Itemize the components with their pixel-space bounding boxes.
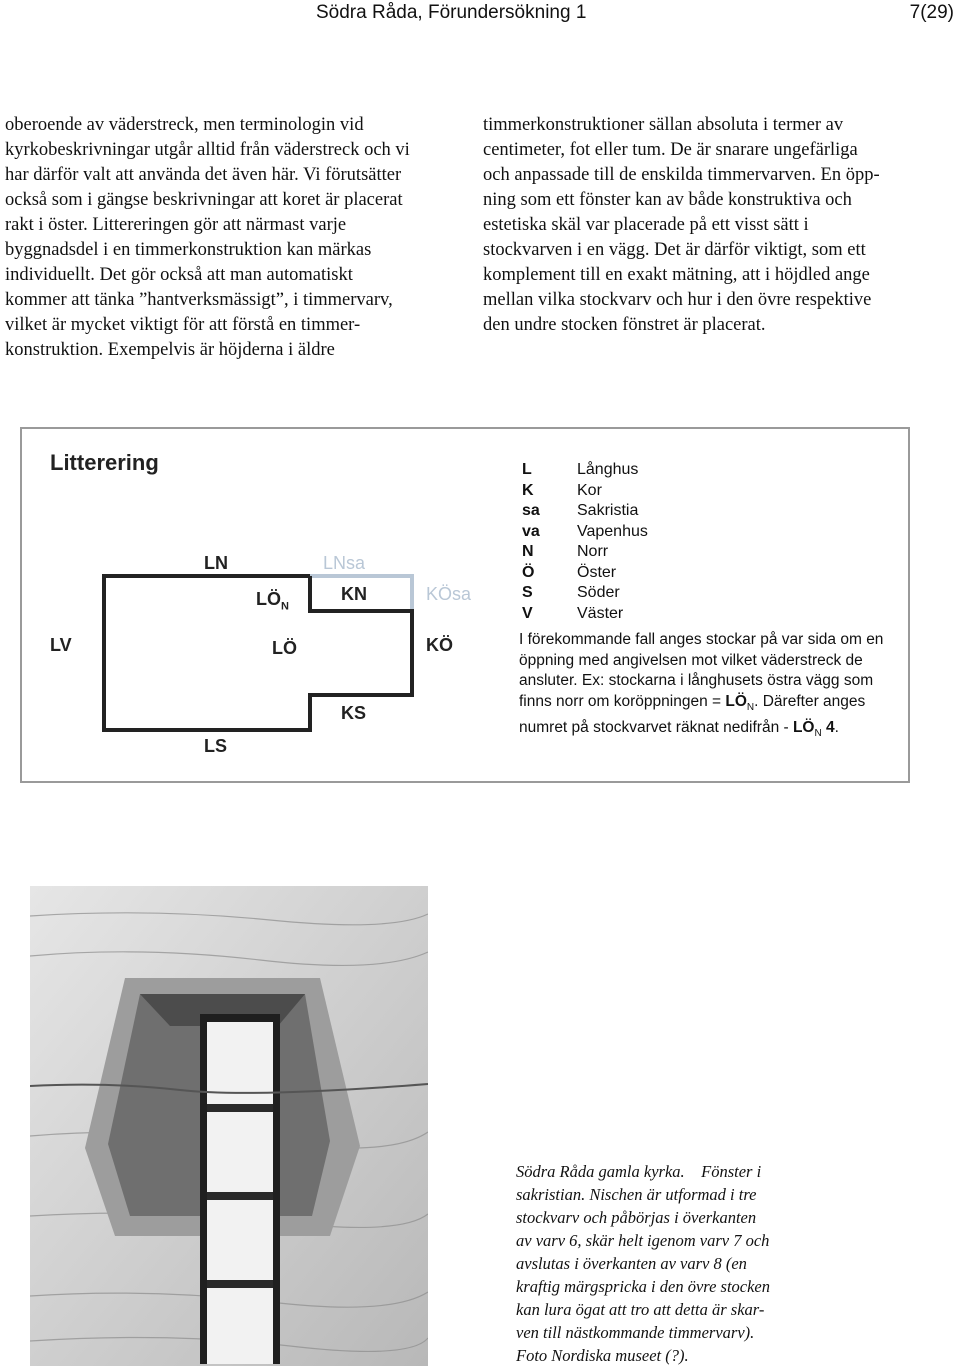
note-code-sub: N [746, 701, 755, 713]
text-line: ning som ett fönster kan av både konstruktiva och [483, 190, 852, 210]
caption-line: ven till nästkommande timmervarv). [516, 1323, 755, 1342]
figure-title: Litterering [50, 450, 159, 475]
caption-line: sakristian. Nischen är utformad i tre [516, 1185, 757, 1204]
note-text: . Därefter anges numret på stockvarvet räknat nedifrån - [519, 692, 866, 737]
legend-explanation [519, 630, 894, 745]
text-line: kommer att tänka ”hantverksmässigt”, i timmervarv, [5, 290, 393, 310]
caption-line: avslutas i överkanten av varv 8 (en [516, 1254, 747, 1273]
plan-label-lv: LV [50, 635, 72, 655]
caption-line: kan lura ögat att tro att detta är skar- [516, 1300, 765, 1319]
page-number: 7(29) [909, 2, 954, 23]
text-line: konstruktion. Exempelvis är höjderna i äldre [5, 340, 335, 360]
plan-label-lnsa: LNsa [323, 553, 366, 573]
document-title: Södra Råda, Förundersökning 1 [316, 2, 587, 23]
legend-code: Ö [522, 563, 535, 581]
plan-label-ln: LN [204, 553, 228, 573]
caption-line: Södra Råda gamla kyrka. Fönster i [516, 1162, 762, 1181]
text-line: individuellt. Det gör också att man automatiskt [5, 265, 353, 285]
legend-meaning: Sakristia [577, 502, 639, 519]
text-line: kyrkobeskrivningar utgår alltid från väderstreck och vi [5, 140, 410, 160]
note-code-number: 4 [821, 719, 835, 737]
text-line: komplement till en exakt mätning, att i höjdled ange [483, 265, 870, 285]
legend-meaning: Söder [577, 584, 620, 601]
legend-code: sa [522, 502, 540, 519]
text-line: rakt i öster. Littereringen gör att närmast varje [5, 215, 347, 235]
legend-code: S [522, 584, 533, 601]
text-line: mellan vilka stockvarv och hur i den övre respektive [483, 290, 872, 310]
legend-code: N [522, 543, 534, 560]
plan-label-ks: KS [341, 703, 367, 723]
legend-code: va [522, 522, 540, 540]
legend-code: L [522, 461, 532, 478]
caption-line: av varv 6, skär helt igenom varv 7 och [516, 1231, 770, 1250]
legend-meaning: Norr [577, 543, 609, 560]
note-code: LÖ [792, 719, 815, 737]
caption-line: Foto Nordiska museet (?). [516, 1346, 689, 1365]
caption-line: stockvarv och påbörjas i överkanten [516, 1208, 757, 1227]
text-line: vilket är mycket viktigt för att förstå en timmer- [5, 315, 361, 335]
legend-code: K [522, 481, 534, 499]
legend-meaning: Väster [577, 604, 624, 622]
photo-caption [516, 1160, 821, 1367]
text-line: också som i gängse beskrivningar att koret är placerat [5, 190, 403, 210]
legend-meaning: Vapenhus [577, 522, 648, 540]
legend-meaning: Öster [577, 563, 617, 581]
text-line: timmerkonstruktioner sällan absoluta i termer av [483, 115, 844, 135]
text-line: oberoende av väderstreck, men terminologin vid [5, 115, 364, 135]
window-niche-illustration [30, 886, 428, 1366]
text-line: och anpassade till de enskilda timmervarven. En öpp- [483, 165, 880, 185]
plan-label-lon-main: LÖ [256, 589, 281, 609]
note-code: LÖ [725, 692, 747, 710]
text-line: stockvarven i en vägg. Det är därför viktigt, som ett [483, 240, 866, 260]
plan-label-ls: LS [204, 736, 228, 756]
text-line: den undre stocken fönstret är placerat. [483, 315, 766, 335]
text-line: centimeter, fot eller tum. De är snarare ungefärliga [483, 140, 858, 160]
text-line: byggnadsdel i en timmerkonstruktion kan märkas [5, 240, 372, 260]
text-line: har därför valt att använda det även här. Vi förutsätter [5, 165, 402, 185]
caption-line: kraftig märgspricka i den övre stocken [516, 1277, 771, 1296]
plan-label-lon [256, 589, 289, 613]
legend-meaning: Kor [577, 481, 602, 499]
plan-label-kn: KN [341, 584, 367, 604]
note-code-sub: N [814, 728, 822, 740]
note-text: . [834, 719, 839, 737]
note-text: I förekommande fall anges stockar på var sida om en öppning med angivelsen mot vilket väderstreck de ansluter. Ex: stockarna i långhusets östra vägg som finns norr om koröppningen = [519, 631, 884, 710]
window-niche-photo [30, 886, 428, 1366]
legend-code: V [522, 604, 533, 622]
plan-label-lon-sub: N [281, 600, 289, 613]
plan-label-kosa: KÖsa [426, 584, 472, 604]
plan-label-lo: LÖ [272, 638, 297, 658]
legend-meaning: Långhus [577, 461, 639, 478]
text-line: estetiska skäl var placerade på ett visst sätt i [483, 215, 809, 235]
plan-label-ko: KÖ [426, 635, 453, 655]
